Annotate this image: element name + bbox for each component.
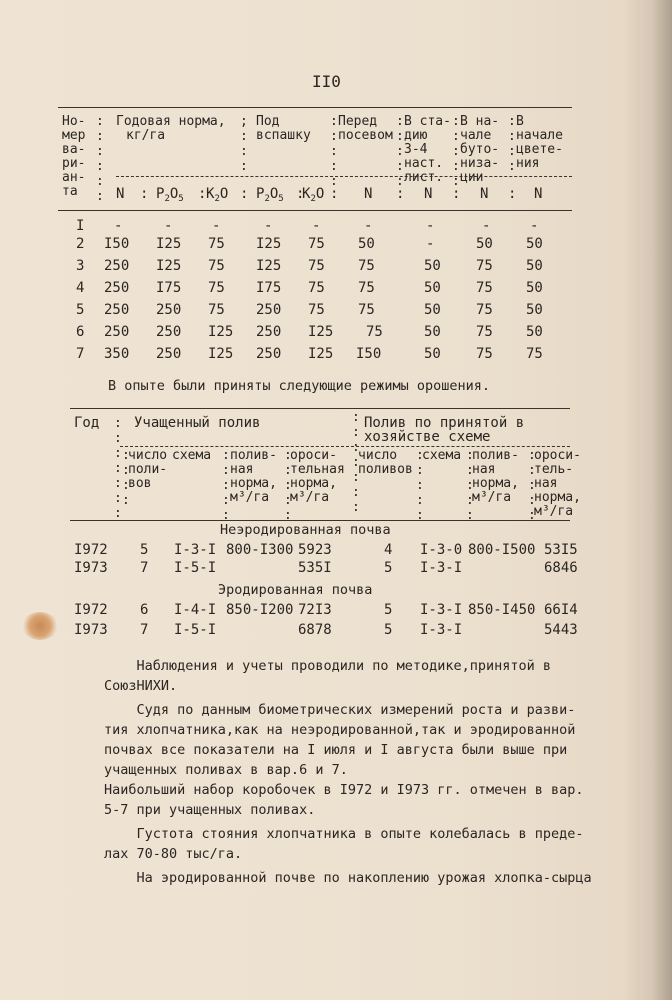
table-cell: 50 [424,302,441,318]
table-cell: - [264,218,273,234]
table-cell: - [312,218,321,234]
table-cell: I-3-I [174,542,217,558]
col-separators: : : : : : [396,114,404,189]
paragraph-line: Наибольший набор коробочек в I972 и I973 гг. отмечен в вар. [104,782,584,798]
table-cell: I25 [208,346,234,362]
table-cell: I [76,218,85,234]
table-cell: 800-I300 [226,542,294,558]
header-line: ва- [62,142,86,157]
sub-irrigation-4: м³/га [290,490,330,505]
sub-sep: : [296,186,305,202]
table-cell: 250 [256,346,282,362]
table-cell: - [426,236,435,252]
header-flowering-3: цвете- [516,142,563,157]
header-budding-4: низа- [460,156,500,171]
table1-sub-rule [116,176,572,177]
table-cell: I-3-0 [420,542,463,558]
table-cell: 75 [366,324,383,340]
table-cell: 5 [384,622,393,638]
table-cell: 250 [256,324,282,340]
col-separators: : : : : : [222,448,230,523]
irrigation-intro-text: В опыте были приняты следующие режимы орошения. [108,378,491,394]
sub-sep: : [240,186,249,202]
table-cell: I-4-I [174,602,217,618]
table-cell: 250 [104,302,130,318]
paragraph-line: почвах все показатели на I июля и I августа были выше при [104,742,568,758]
table-cell: 50 [526,302,543,318]
table-cell: 6 [76,324,85,340]
sub-k2o: $K_2O$ [206,186,229,204]
table-cell: 250 [104,280,130,296]
table-cell: I25 [156,236,182,252]
sub-sep: : [330,186,339,202]
table-cell: 75 [208,236,225,252]
sub-irrigation-2: тельная [290,462,345,477]
paragraph-line: Судя по данным биометрических измерений роста и разви- [104,702,576,718]
table-cell: 50 [526,324,543,340]
page-number: II0 [312,72,341,91]
paragraph-line: тия хлопчатника,как на неэродированной,так и эродированной [104,722,576,738]
table-cell: I25 [156,258,182,274]
sub-sep: : [452,186,461,202]
sub-irrigation-3: норма, [290,476,337,491]
table-cell: 75 [308,302,325,318]
table2-sub-rule [120,446,570,447]
sub-rate-3: норма, [230,476,277,491]
sub-irrigation2: ороси- [534,448,581,463]
table-cell: 850-I450 [468,602,536,618]
table-cell: 250 [156,302,182,318]
table2-header-bottom-rule [70,520,570,521]
table-cell: I972 [74,602,108,618]
table-cell: 5 [384,602,393,618]
header-farm-scheme: Полив по принятой в [364,415,525,431]
sub-rate2-2: ная [472,462,496,477]
table-cell: 6878 [298,622,332,638]
sub-k2o-2: $K_2O$ [302,186,325,204]
paragraph-line: лах 70-80 тыс/га. [104,846,243,862]
table-cell: 75 [208,280,225,296]
paragraph-line: Наблюдения и учеты проводили по методике,принятой в [104,658,552,674]
sub-sep: : [508,186,517,202]
table-cell: 53I5 [544,542,578,558]
paper-stain [22,612,58,640]
table-cell: 6846 [544,560,578,576]
header-budding-3: буто- [460,142,500,157]
header-stage34: В ста- [404,114,451,129]
table-cell: I-3-I [420,602,463,618]
table-cell: 2 [76,236,85,252]
table-cell: 50 [526,280,543,296]
paragraph-line: учащенных поливах в вар.6 и 7. [104,762,348,778]
table-cell: 7 [140,560,149,576]
col-separators: : : : : : [452,114,460,189]
col-separators: : : : : : [284,448,292,523]
table-cell: - [212,218,221,234]
sub-rate-2: ная [230,462,254,477]
header-line: мер [62,128,86,143]
col-separators: : : : : : : : [352,410,360,515]
header-budding: В на- [460,114,500,129]
sub-n-3: N [424,186,433,202]
col-separators: : : : : [122,448,130,508]
sub-count2-2: поливов [358,462,413,477]
header-line: та [62,184,78,199]
header-stage34-4: наст. [404,156,444,171]
sub-count: число [128,448,168,463]
col-separators: ; : : : [240,114,248,174]
col-separators: : : : : [508,114,516,174]
table-cell: 75 [476,346,493,362]
table-cell: 4 [384,542,393,558]
table-cell: 5 [140,542,149,558]
table-cell: 72I3 [298,602,332,618]
header-flowering: В [516,114,524,129]
table-cell: 50 [424,258,441,274]
col-separators: : : : : : [466,448,474,523]
sub-n-5: N [534,186,543,202]
header-frequent-irrigation: Учащенный полив [134,415,261,431]
table-cell: 3 [76,258,85,274]
header-plowing-2: вспашку [256,128,311,143]
table-cell: I75 [156,280,182,296]
table-cell: I50 [356,346,382,362]
table-cell: 75 [308,258,325,274]
table-cell: 350 [104,346,130,362]
table-cell: I25 [208,324,234,340]
table-cell: 66I4 [544,602,578,618]
header-stage34-5: лист. [404,170,444,185]
table-cell: 5443 [544,622,578,638]
table-cell: I972 [74,542,108,558]
header-stage34-2: дию [404,128,428,143]
table-cell: 50 [358,236,375,252]
sub-count-2: поли- [128,462,168,477]
sub-p2o5-2: $P_2O_5$ [256,186,284,204]
table-cell: I973 [74,560,108,576]
sub-sep: : [198,186,207,202]
sub-p2o5: $P_2O_5$ [156,186,184,204]
table-cell: I25 [308,346,334,362]
table-cell: 75 [308,280,325,296]
table-cell: 50 [424,346,441,362]
table-cell: 75 [208,258,225,274]
sub-rate2-4: м³/га [472,490,512,505]
sub-sep: : [396,186,405,202]
header-line: Но- [62,114,86,129]
table-cell: 250 [104,258,130,274]
table-cell: - [114,218,123,234]
table-cell: 75 [308,236,325,252]
sub-rate-4: м³/га [230,490,270,505]
table-cell: I75 [256,280,282,296]
table-cell: 50 [526,258,543,274]
paragraph-line: Густота стояния хлопчатника в опыте колебалась в преде- [104,826,584,842]
section-eroded: Эродированная почва [218,582,373,598]
table-cell: I973 [74,622,108,638]
table-cell: 250 [104,324,130,340]
header-sowing: Перед [338,114,378,129]
table-cell: I25 [308,324,334,340]
header-year: Год [74,415,100,431]
table-cell: I-3-I [420,622,463,638]
header-flowering-4: ния [516,156,540,171]
header-farm-scheme-2: хозяйстве схеме [364,429,491,445]
paragraph-line: 5-7 при учащенных поливах. [104,802,316,818]
table-cell: 4 [76,280,85,296]
table-cell: 7 [76,346,85,362]
table-cell: 75 [526,346,543,362]
table1-header-bottom-rule [58,210,572,211]
sub-rate: полив- [230,448,277,463]
header-budding-2: чале [460,128,492,143]
col-separators: : : : : : : : [114,416,122,521]
table-cell: 75 [208,302,225,318]
paragraph-line: На эродированной почве по накоплению урожая хлопка-сырца [104,870,592,886]
sub-n: N [116,186,125,202]
table-cell: 250 [156,346,182,362]
table-cell: 75 [358,302,375,318]
table-cell: 50 [424,280,441,296]
header-line: ри- [62,156,86,171]
section-non-eroded: Неэродированная почва [220,522,391,538]
table-cell: - [164,218,173,234]
sub-scheme2: схема [422,448,462,463]
col-separators: : : : : : [416,448,424,523]
table-cell: 250 [256,302,282,318]
table-cell: - [482,218,491,234]
sub-rate2-3: норма, [472,476,519,491]
table-cell: - [530,218,539,234]
sub-irrigation2-3: ная [534,476,558,491]
page-edge-shadow [624,0,672,1000]
sub-irrigation2-4: норма, [534,490,581,505]
table-cell: 535I [298,560,332,576]
table-cell: 75 [476,280,493,296]
table-cell: - [364,218,373,234]
table1-top-rule [58,107,572,108]
table-cell: 75 [476,302,493,318]
table-cell: 75 [476,258,493,274]
sub-irrigation2-2: тель- [534,462,574,477]
table-cell: I25 [256,236,282,252]
header-budding-5: ции [460,170,484,185]
table-cell: I50 [104,236,130,252]
header-stage34-3: 3-4 [404,142,428,157]
header-plowing: Под [256,114,280,129]
table-cell: 850-I200 [226,602,294,618]
sub-n-2: N [364,186,373,202]
sub-n-4: N [480,186,489,202]
table-cell: 75 [358,258,375,274]
table-cell: 7 [140,622,149,638]
table-cell: 250 [156,324,182,340]
header-line: ан- [62,170,86,185]
table-cell: 5 [76,302,85,318]
table-cell: 50 [424,324,441,340]
table-cell: I-5-I [174,560,217,576]
sub-irrigation2-5: м³/га [534,504,574,519]
table-cell: 50 [476,236,493,252]
table-cell: I25 [256,258,282,274]
header-annual-unit: кг/га [126,128,166,143]
sub-count-3: вов [128,476,152,491]
col-separators: : : : : : [330,114,338,189]
table-cell: 5923 [298,542,332,558]
table-cell: I-5-I [174,622,217,638]
sub-irrigation: ороси- [290,448,337,463]
paragraph-line: СоюзНИХИ. [104,678,178,694]
table-cell: - [426,218,435,234]
table-cell: 5 [384,560,393,576]
table2-top-rule [70,408,570,409]
sub-rate2: полив- [472,448,519,463]
table-cell: 50 [526,236,543,252]
table-cell: I-3-I [420,560,463,576]
sub-sep: : [140,186,149,202]
sub-scheme: схема [172,448,212,463]
table-cell: 75 [476,324,493,340]
table-cell: 6 [140,602,149,618]
table-cell: 75 [358,280,375,296]
col-separators: : : : : : : [96,114,104,204]
header-sowing-2: посевом [338,128,393,143]
sub-count2: число [358,448,398,463]
table-cell: 800-I500 [468,542,536,558]
col-separators: : : : : : [528,448,536,523]
header-annual-norm: Годовая норма, [116,114,226,129]
header-flowering-2: начале [516,128,563,143]
